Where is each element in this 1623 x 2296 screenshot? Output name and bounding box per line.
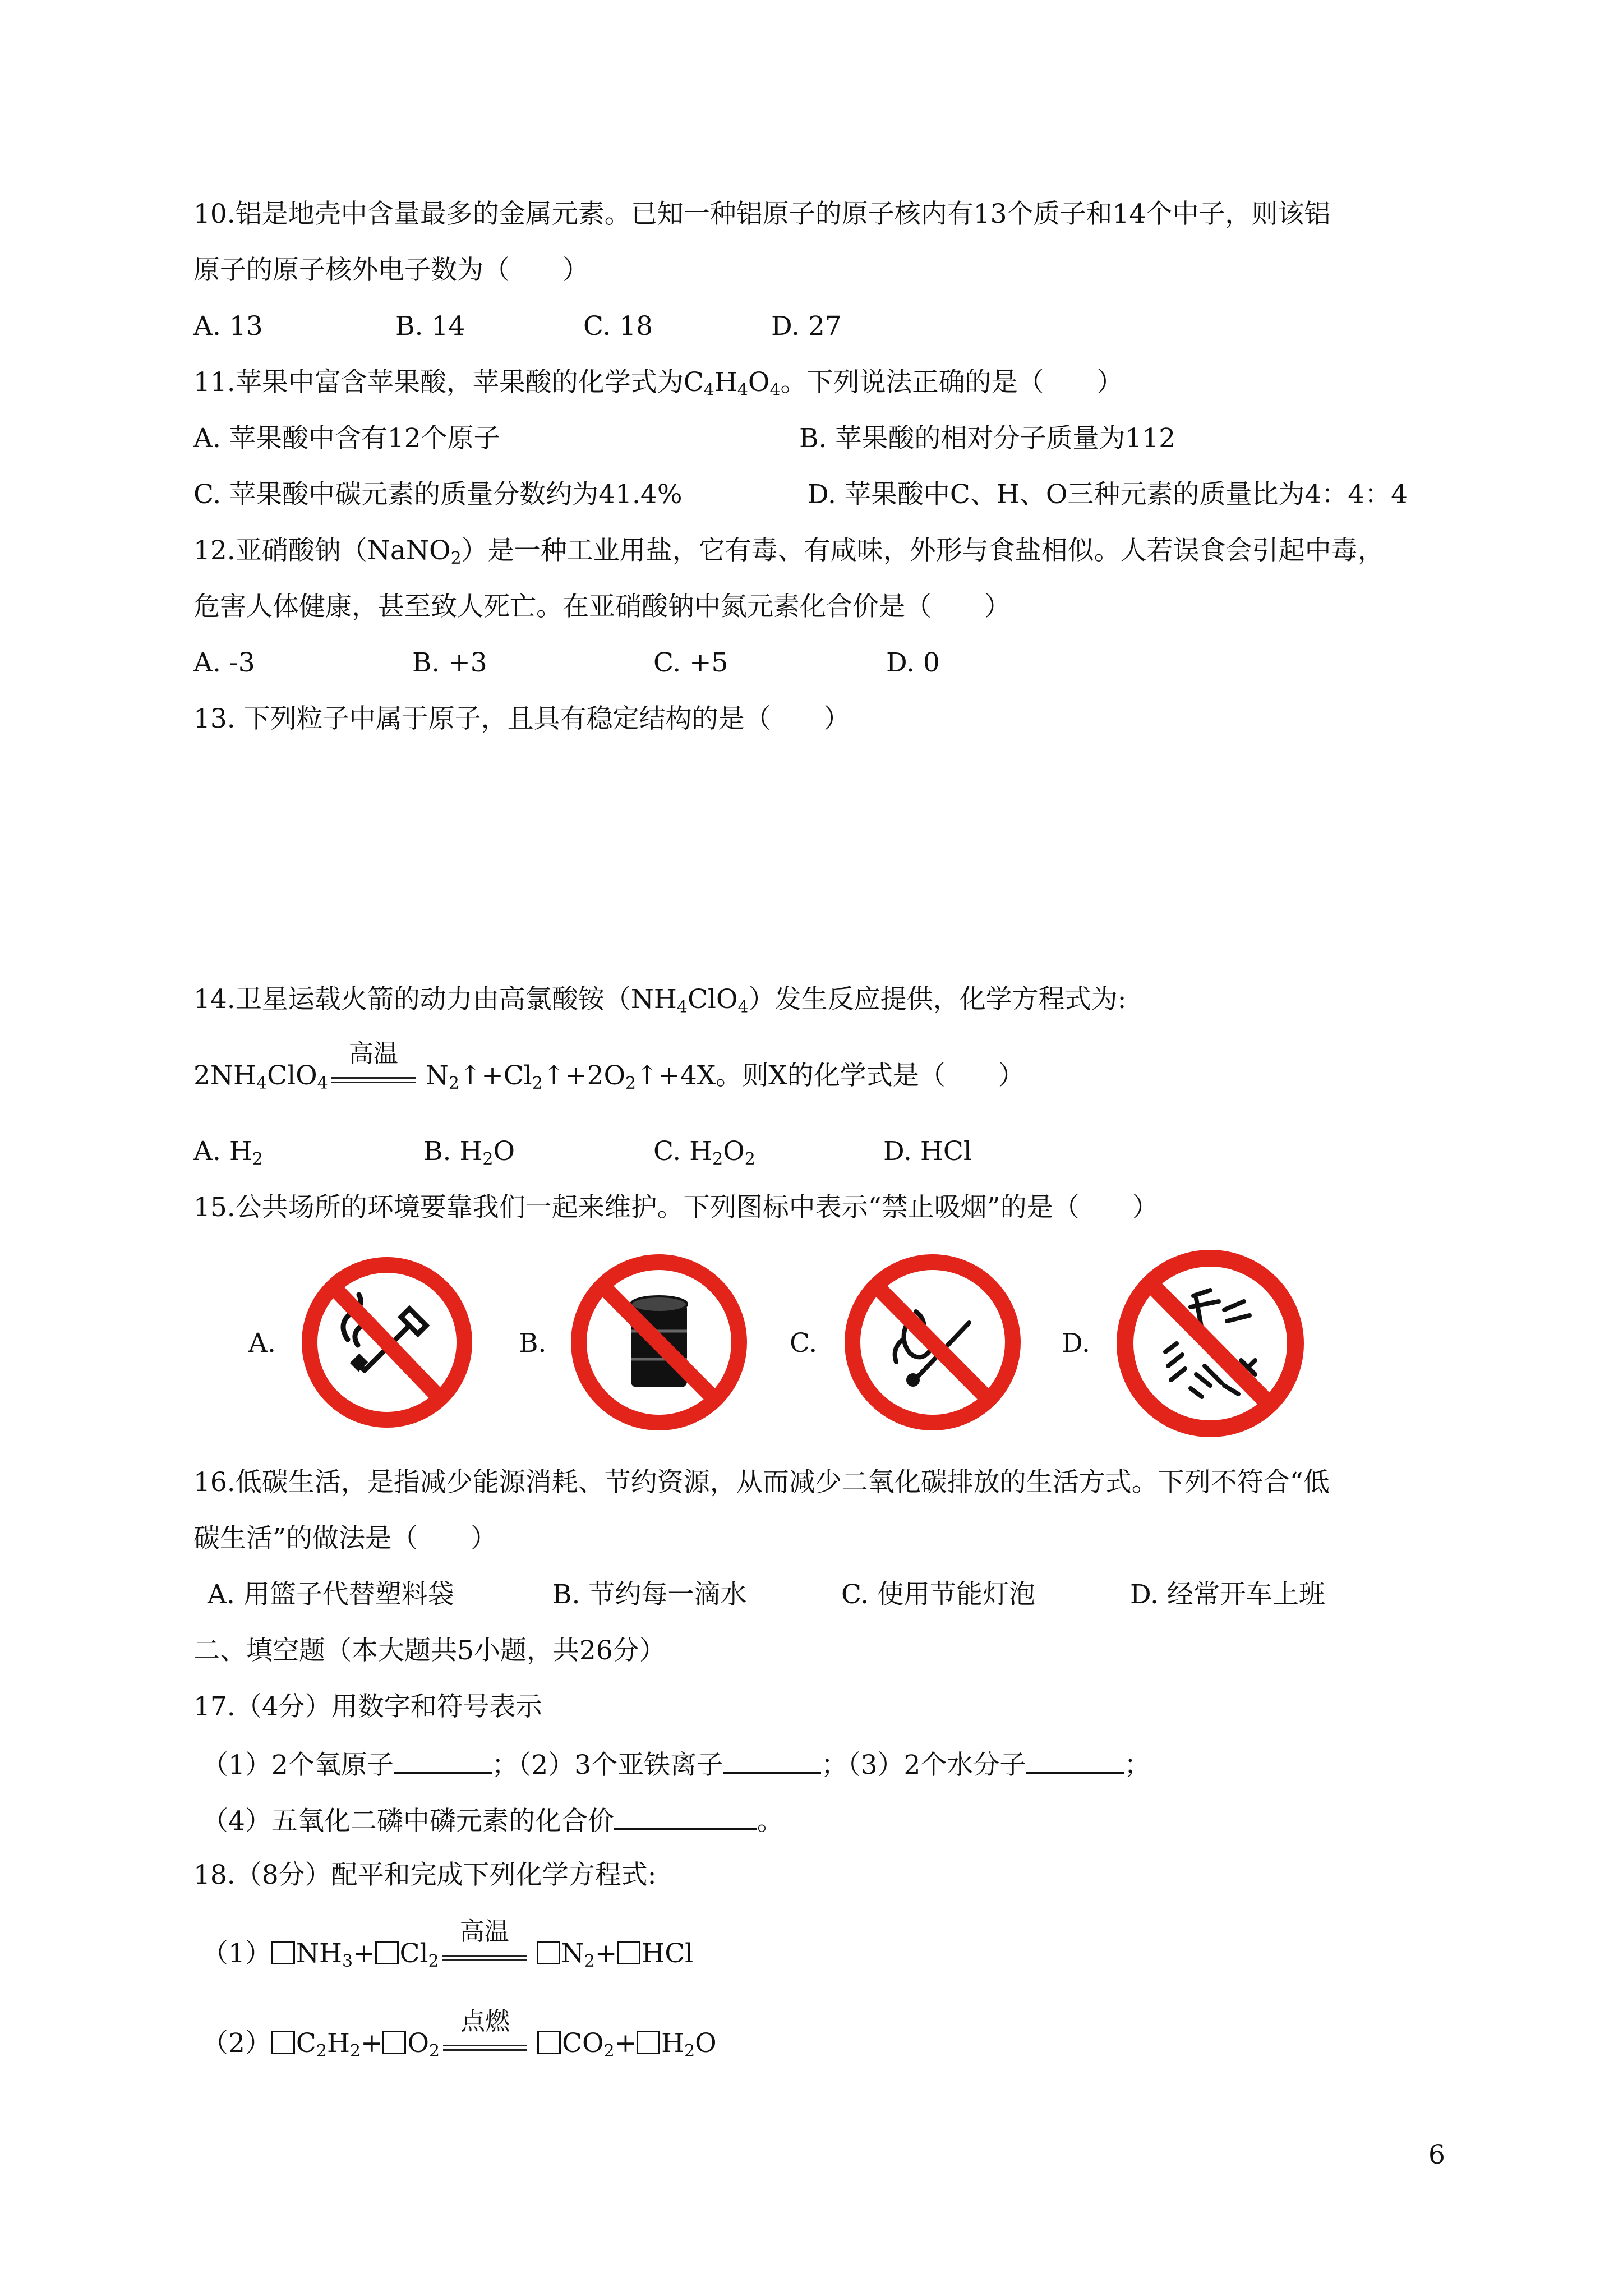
q14-option-c: C. $H_2O_2$ <box>653 1136 755 1169</box>
answer-blank-3[interactable] <box>1026 1746 1124 1774</box>
q14-option-d: D. HCl <box>883 1136 972 1167</box>
coefficient-box[interactable] <box>617 1941 640 1964</box>
q12-stem-line2: 危害人体健康，甚至致人死亡。在亚硝酸钠中氮元素化合价是（ ） <box>193 591 1011 622</box>
q14-equation: $2NH_4ClO_4$ 高温 $N_2↑+Cl_2↑+2O_2↑+4X$。则X的化学式是（ ） <box>193 1039 1025 1093</box>
page-number: 6 <box>1428 2139 1445 2170</box>
q16-stem-line2: 碳生活”的做法是（ ） <box>193 1523 497 1554</box>
q10-stem-line1: 10.铝是地壳中含量最多的金属元素。已知一种铝原子的原子核内有13个质子和14个中子，则该铝 <box>193 199 1331 229</box>
q10-option-c: C. 18 <box>583 311 653 342</box>
q10-stem-line2: 原子的原子核外电子数为（ ） <box>193 255 589 286</box>
q12-option-a: A. -3 <box>193 647 255 678</box>
q12-stem-line1: 12.亚硝酸钠（NaNO$_2$）是一种工业用盐，它有毒、有咸味，外形与食盐相似。人若误食会引起中毒， <box>193 535 1384 568</box>
q14-option-a: A. $H_2$ <box>193 1136 263 1169</box>
q16-stem-line1: 16.低碳生活，是指减少能源消耗、节约资源，从而减少二氧化碳排放的生活方式。下列不符合“低 <box>193 1467 1330 1498</box>
q12-option-b: B. +3 <box>412 647 487 678</box>
q15-stem: 15.公共场所的环境要靠我们一起来维护。下列图标中表示“禁止吸烟”的是（ ） <box>193 1192 1159 1223</box>
reaction-arrow: 高温 <box>442 1937 527 1971</box>
coefficient-box[interactable] <box>637 2031 660 2054</box>
q11-option-d: D. 苹果酸中C、H、O三种元素的质量比为4：4：4 <box>808 479 1408 510</box>
q10-option-a: A. 13 <box>193 311 263 342</box>
q16-option-d: D. 经常开车上班 <box>1130 1579 1325 1610</box>
q10-option-d: D. 27 <box>771 311 842 342</box>
q14-stem: 14.卫星运载火箭的动力由高氯酸铵$(NH_4ClO_4)$发生反应提供，化学方程式为: <box>193 984 1127 1017</box>
q15-label-d: D. <box>1062 1328 1090 1359</box>
reaction-arrow: 点燃 <box>443 2027 527 2060</box>
q14-option-b: B. $H_2O$ <box>423 1136 515 1169</box>
q11-option-a: A. 苹果酸中含有12个原子 <box>193 423 500 454</box>
no-smoking-sign-icon <box>297 1250 477 1435</box>
q17-stem: 17.（4分）用数字和符号表示 <box>193 1691 542 1722</box>
q13-stem: 13. 下列粒子中属于原子，且具有稳定结构的是（ ） <box>193 703 850 734</box>
answer-blank-4[interactable] <box>614 1802 757 1830</box>
q18-stem: 18.（8分）配平和完成下列化学方程式: <box>193 1860 657 1890</box>
q17-items-line1: （1）2个氧原子 ；（2）3个亚铁离子 ；（3）2个水分子 ； <box>202 1746 1150 1782</box>
q11-stem: 11.苹果中富含苹果酸，苹果酸的化学式为$C_4H_4O_4$。下列说法正确的是（ ） <box>193 367 1123 400</box>
coefficient-box[interactable] <box>375 1941 399 1964</box>
no-open-flame-sign-icon <box>840 1250 1025 1435</box>
q12-option-c: C. +5 <box>653 647 728 678</box>
no-fireworks-sign-icon <box>1112 1245 1308 1442</box>
q16-option-b: B. 节约每一滴水 <box>552 1579 747 1610</box>
coefficient-box[interactable] <box>537 2031 561 2054</box>
q10-option-b: B. 14 <box>395 311 465 342</box>
coefficient-box[interactable] <box>382 2031 406 2054</box>
q17-items-line2: （4）五氧化二磷中磷元素的化合价 。 <box>202 1802 783 1838</box>
answer-blank-1[interactable] <box>394 1746 492 1774</box>
q15-label-a: A. <box>248 1328 276 1359</box>
q15-label-c: C. <box>790 1328 818 1359</box>
coefficient-box[interactable] <box>271 2031 295 2054</box>
reaction-arrow: 高温 <box>331 1059 416 1093</box>
q18-equation-1: （1） $NH_3+ Cl_2$ 高温 $N_2+$ HCl <box>202 1917 694 1971</box>
q16-option-a: A. 用篮子代替塑料袋 <box>208 1579 454 1610</box>
q16-option-c: C. 使用节能灯泡 <box>841 1579 1036 1610</box>
coefficient-box[interactable] <box>271 1941 295 1964</box>
answer-blank-2[interactable] <box>723 1746 821 1774</box>
q15-label-b: B. <box>519 1328 547 1359</box>
no-oil-drum-sign-icon <box>566 1250 751 1435</box>
q18-equation-2: （2） $C_2H_2+ O_2$ 点燃 $CO_2+ H_2O$ <box>202 2007 717 2061</box>
q11-option-b: B. 苹果酸的相对分子质量为112 <box>799 423 1176 454</box>
section-2-title: 二、填空题（本大题共5小题，共26分） <box>193 1635 666 1666</box>
q12-option-d: D. 0 <box>886 647 940 678</box>
q11-option-c: C. 苹果酸中碳元素的质量分数约为41.4% <box>193 479 683 510</box>
coefficient-box[interactable] <box>537 1941 560 1964</box>
